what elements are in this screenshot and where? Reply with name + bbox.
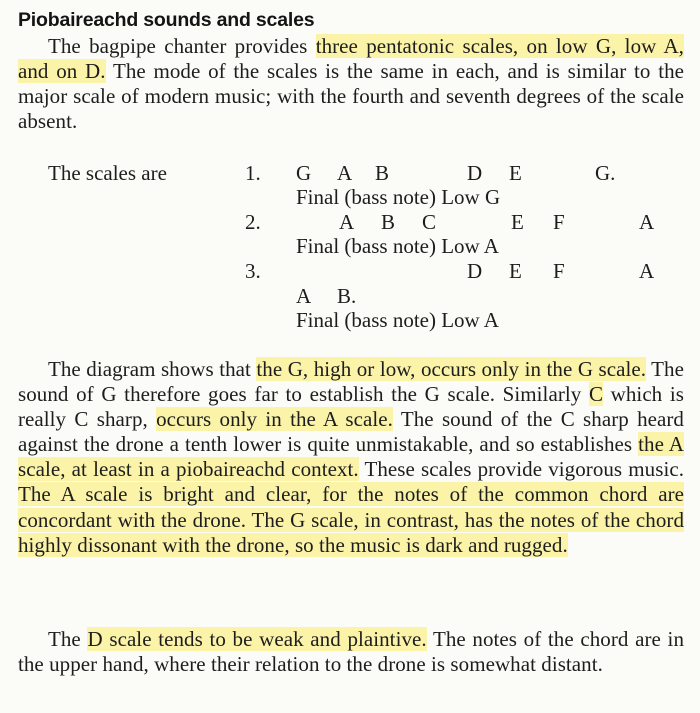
text-segment: The diagram shows that xyxy=(48,357,257,381)
scale-note: A xyxy=(339,210,355,234)
scale-note: A xyxy=(296,284,312,308)
text-segment: The bagpipe chanter provides xyxy=(48,34,316,58)
highlighted-text: three pentatonic scales, on low G, low A, and on D. xyxy=(18,34,684,84)
scale-note: A xyxy=(639,210,655,234)
paragraph-diagram xyxy=(18,357,684,558)
text-segment: The notes of the chord are in the upper hand, where their relation to the drone is somewhat distant. xyxy=(18,627,684,677)
highlighted-text: D scale tends to be weak and plaintive. xyxy=(87,627,427,651)
scale-note: B xyxy=(375,161,390,185)
scale-number: 1. xyxy=(245,161,261,185)
highlighted-text: occurs only in the A scale. xyxy=(156,407,393,432)
scale-note: A xyxy=(639,259,655,283)
highlighted-text: The A scale is bright and clear, for the notes of the common chord are concordant with the drone. The G scale, in contrast, has the notes of the chord highly dissonant with the drone, so the music is dark and rugged. xyxy=(18,482,684,557)
scale-note: G. xyxy=(595,161,616,185)
scales-table xyxy=(0,0,700,340)
scale-note: E xyxy=(509,259,522,283)
scale-note: D xyxy=(467,259,483,283)
text-segment: These scales provide vigorous music. xyxy=(358,457,684,482)
scale-note: D xyxy=(467,161,483,185)
scale-note: F xyxy=(553,210,565,234)
paragraph-d-scale xyxy=(18,627,684,677)
highlighted-text: the G, high or low, occurs only in the G scale. xyxy=(256,357,647,381)
scale-note: G xyxy=(296,161,312,185)
scale-note: B. xyxy=(337,284,357,308)
highlighted-text: the A scale, at least in a piobaireachd context. xyxy=(18,432,684,482)
text-segment: The mode of the scales is the same in each, and is similar to the major scale of modern music; with the fourth and seventh degrees of the scale absent. xyxy=(18,59,684,134)
scale-note: B xyxy=(381,210,396,234)
scale-number: 2. xyxy=(245,210,261,234)
scale-number: 3. xyxy=(245,259,261,283)
scale-note: E xyxy=(509,161,522,185)
text-segment: which is really C sharp, xyxy=(18,382,684,432)
scale-note: F xyxy=(553,259,565,283)
scale-note: E xyxy=(511,210,524,234)
scale-note: A xyxy=(337,161,353,185)
text-segment: The sound of the C sharp heard against the drone a tenth lower is quite unmistakable, and so establishes xyxy=(18,407,684,457)
scale-final: Final (bass note) Low G xyxy=(296,185,501,209)
text-segment: The xyxy=(48,627,88,651)
scale-note: C xyxy=(422,210,437,234)
text-segment: The sound of G therefore goes far to establish the G scale. Similarly xyxy=(18,357,684,407)
scale-final: Final (bass note) Low A xyxy=(296,308,499,332)
highlighted-text: C xyxy=(588,382,604,407)
section-heading: Piobaireachd sounds and scales xyxy=(18,9,315,31)
scale-final: Final (bass note) Low A xyxy=(296,234,499,258)
scales-intro: The scales are xyxy=(48,161,167,185)
